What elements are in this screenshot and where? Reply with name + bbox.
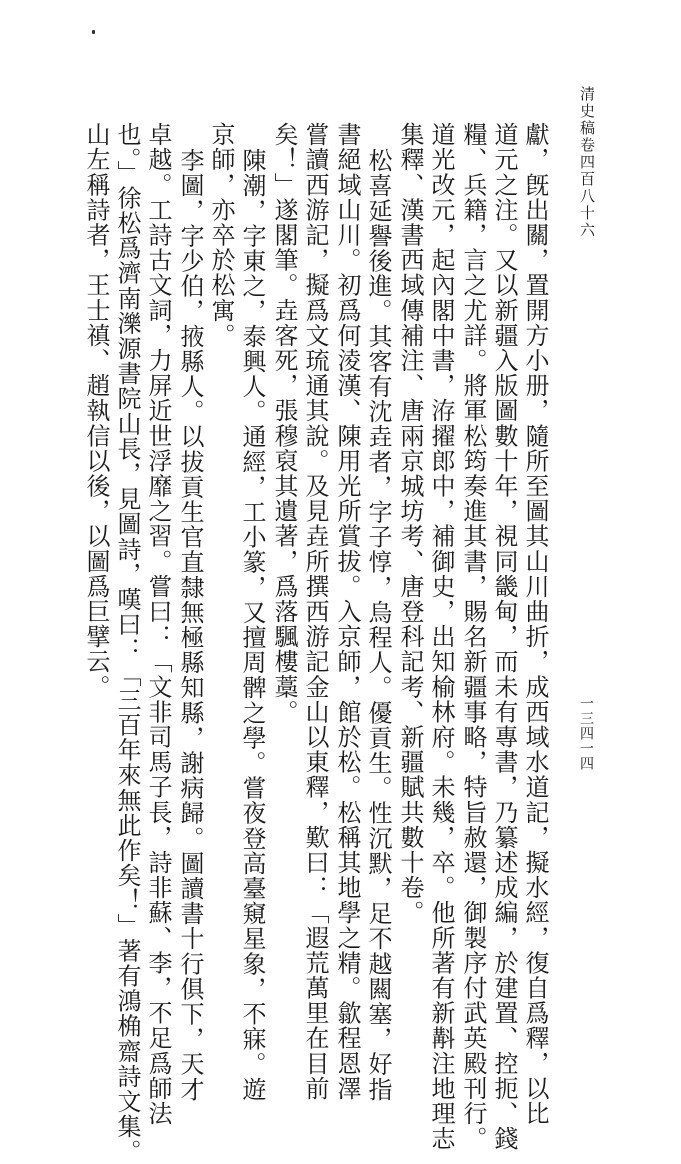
text-column: 京師，亦卒於松寓。 xyxy=(207,122,235,348)
text-column: 嘗讀西游記，擬爲文琉通其說。及見垚所撰西游記金山以東釋，歎曰：「遐荒萬里在目前 xyxy=(301,122,329,1101)
text-column: 獻，旣出關，置開方小册，隨所至圖其山川曲折，成西域水道記，擬水經，復自爲釋，以比 xyxy=(521,122,549,1126)
text-column: 卓越。工詩古文詞，力屏近世浮靡之習。嘗曰：「文非司馬子長，詩非蘇、李，不足爲師法 xyxy=(144,122,172,1126)
text-column: 道元之注。又以新疆入版圖數十年，視同畿甸，而未有專書，乃纂述成編，於建置、控扼、錢 xyxy=(490,122,518,1152)
scan-speck xyxy=(92,30,95,34)
text-column: 也。」徐松爲濟南濼源書院山長，見圖詩，嘆曰：「三百年來無此作矣！」著有鴻桷齋詩文集。 xyxy=(113,122,141,1164)
text-column: 書絕域山川。初爲何淩漢、陳用光所賞拔。入京師，館於松。松稱其地學之精。歙程恩澤 xyxy=(333,122,361,1101)
text-column: 松喜延譽後進。其客有沈垚者，字子惇，烏程人。優貢生。性沉默，足不越闗塞，好指 xyxy=(364,148,392,1102)
text-column: 陳潮，字東之，泰興人。通經，工小篆，又擅周髀之學。嘗夜登高臺窺星象，不寐。遊 xyxy=(238,148,266,1102)
page-number: 一三四一四 xyxy=(578,696,594,771)
text-column: 矣！」遂閣筆。垚客死，張穆裒其遺著，爲落颿樓藁。 xyxy=(270,122,298,725)
text-column: 李圖，字少伯，掖縣人。以拔貢生官直隸無極縣知縣，謝病歸。圖讀書十行俱下，天才 xyxy=(176,148,204,1102)
running-head: 清史稿卷四百八十六 xyxy=(578,86,596,239)
text-column: 山左稱詩者，王士禛、趙執信以後，以圖爲巨擘云。 xyxy=(82,122,110,700)
text-column: 糧、兵籍，言之尤詳。將軍松筠奏進其書，賜名新疆事略，特旨赦還，御製序付武英殿刊行。 xyxy=(459,122,487,1152)
text-column: 道光改元，起內閣中書，洊擢郎中，補御史，出知榆林府。未幾，卒。他所著有新斠注地理志 xyxy=(427,122,455,1152)
text-column: 集釋、漢書西域傳補注、唐兩京城坊考、唐登科記考、新疆賦共數十卷。 xyxy=(396,122,424,926)
